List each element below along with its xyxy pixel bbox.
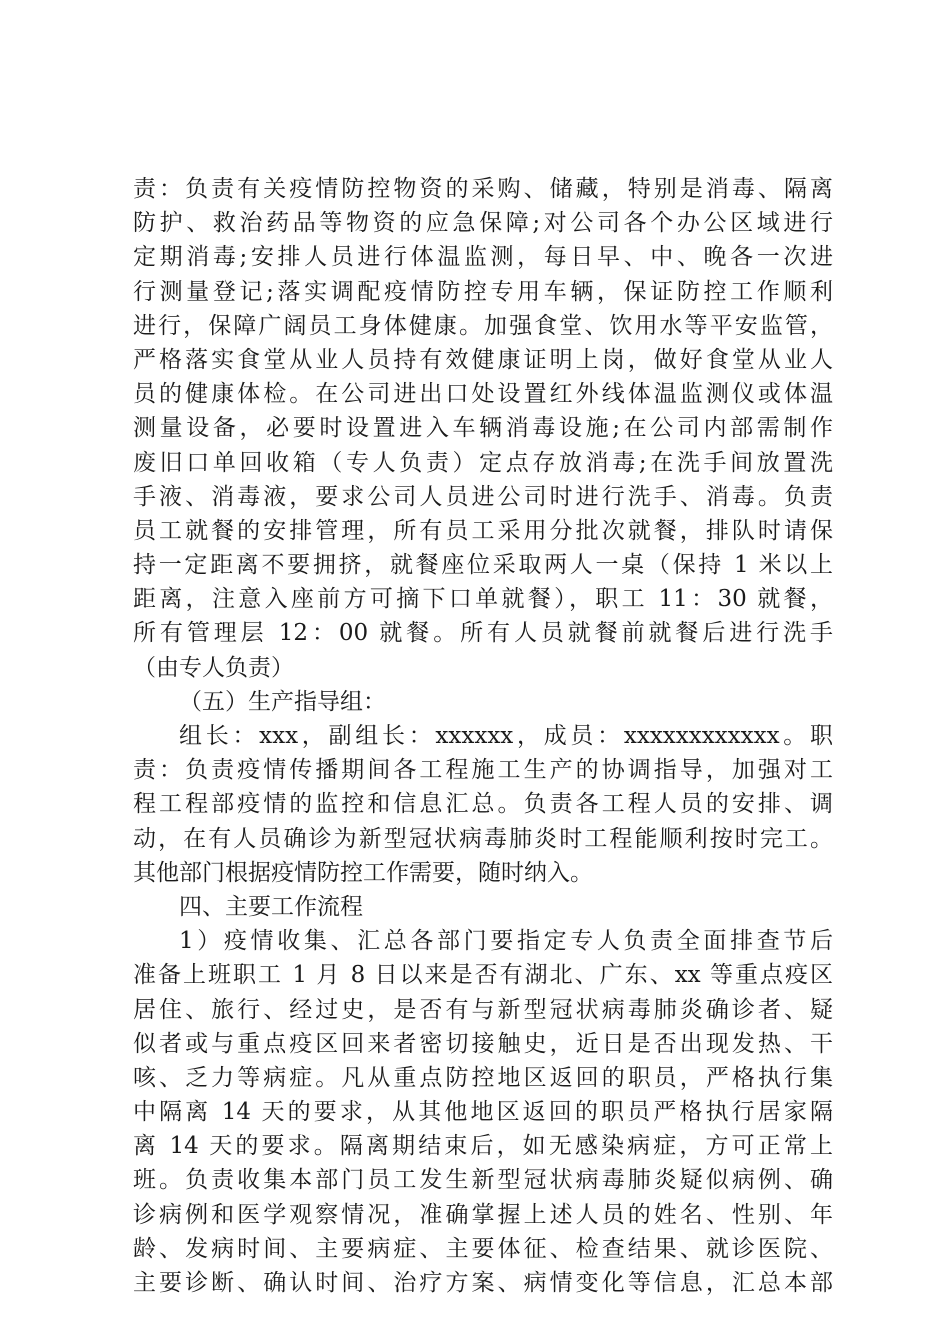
text-line: 责：负责疫情传播期间各工程施工生产的协调指导，加强对工: [133, 757, 833, 784]
text-line: 班。负责收集本部门员工发生新型冠状病毒肺炎疑似病例、确: [133, 1167, 833, 1194]
paragraph-logistics-duties: [133, 172, 833, 685]
text-line: （由专人负责）: [133, 654, 294, 681]
paragraph-production-guidance: [133, 719, 833, 890]
text-line: 似者或与重点疫区回来者密切接触史，近日是否出现发热、干: [133, 1030, 833, 1057]
text-line: 1）疫情收集、汇总各部门要指定专人负责全面排查节后: [179, 928, 833, 955]
text-line: 四、主要工作流程: [179, 893, 363, 920]
text-line: 诊病例和医学观察情况，准确掌握上述人员的姓名、性别、年: [133, 1201, 833, 1228]
text-line: 严格落实食堂从业人员持有效健康证明上岗，做好食堂从业人: [133, 346, 833, 373]
text-line: 准备上班职工 1 月 8 日以来是否有湖北、广东、xx 等重点疫区: [133, 962, 833, 989]
text-line: 龄、发病时间、主要病症、主要体征、检查结果、就诊医院、: [133, 1235, 833, 1262]
text-line: 手液、消毒液，要求公司人员进公司时进行洗手、消毒。负责: [133, 483, 833, 510]
text-line: 员的健康体检。在公司进出口处设置红外线体温监测仪或体温: [133, 381, 833, 408]
text-line: 距离，注意入座前方可摘下口单就餐），职工 11：30 就餐，: [133, 586, 833, 613]
text-line: 持一定距离不要拥挤，就餐座位采取两人一桌（保持 1 米以上: [133, 552, 833, 579]
text-line: 离 14 天的要求。隔离期结束后，如无感染病症，方可正常上: [133, 1133, 833, 1160]
document-body: [133, 172, 833, 1300]
text-line: 组长：xxx，副组长：xxxxxx，成员：xxxxxxxxxxxx。职: [179, 723, 833, 749]
text-line: 责：负责有关疫情防控物资的采购、储藏，特别是消毒、隔离: [133, 176, 833, 202]
text-line: 所有管理层 12：00 就餐。所有人员就餐前就餐后进行洗手: [133, 620, 833, 647]
text-line: 程工程部疫情的监控和信息汇总。负责各工程人员的安排、调: [133, 791, 833, 818]
text-line: （五）生产指导组：: [179, 688, 386, 715]
text-line: 咳、乏力等病症。凡从重点防控地区返回的职员，严格执行集: [133, 1064, 833, 1091]
text-line: 主要诊断、确认时间、治疗方案、病情变化等信息，汇总本部: [133, 1270, 833, 1296]
text-line: 行测量登记;落实调配疫情防控专用车辆，保证防控工作顺利: [133, 278, 833, 305]
text-line: 其他部门根据疫情防控工作需要，随时纳入。: [133, 859, 593, 886]
text-line: 定期消毒;安排人员进行体温监测，每日早、中、晚各一次进: [133, 244, 833, 271]
text-line: 测量设备，必要时设置进入车辆消毒设施;在公司内部需制作: [133, 415, 833, 442]
text-line: 居住、旅行、经过史，是否有与新型冠状病毒肺炎确诊者、疑: [133, 996, 833, 1023]
text-line: 中隔离 14 天的要求，从其他地区返回的职员严格执行居家隔: [133, 1099, 833, 1126]
section-heading-workflow: [133, 890, 833, 924]
paragraph-epidemic-collection: [133, 924, 833, 1300]
text-line: 防护、救治药品等物资的应急保障;对公司各个办公区域进行: [133, 210, 833, 237]
text-line: 进行，保障广阔员工身体健康。加强食堂、饮用水等平安监管，: [133, 312, 833, 339]
text-line: 员工就餐的安排管理，所有员工采用分批次就餐，排队时请保: [133, 517, 833, 544]
text-line: 动，在有人员确诊为新型冠状病毒肺炎时工程能顺利按时完工。: [133, 825, 833, 852]
section-heading-production-guidance: [133, 685, 833, 719]
text-line: 废旧口单回收箱（专人负责）定点存放消毒;在洗手间放置洗: [133, 449, 833, 476]
